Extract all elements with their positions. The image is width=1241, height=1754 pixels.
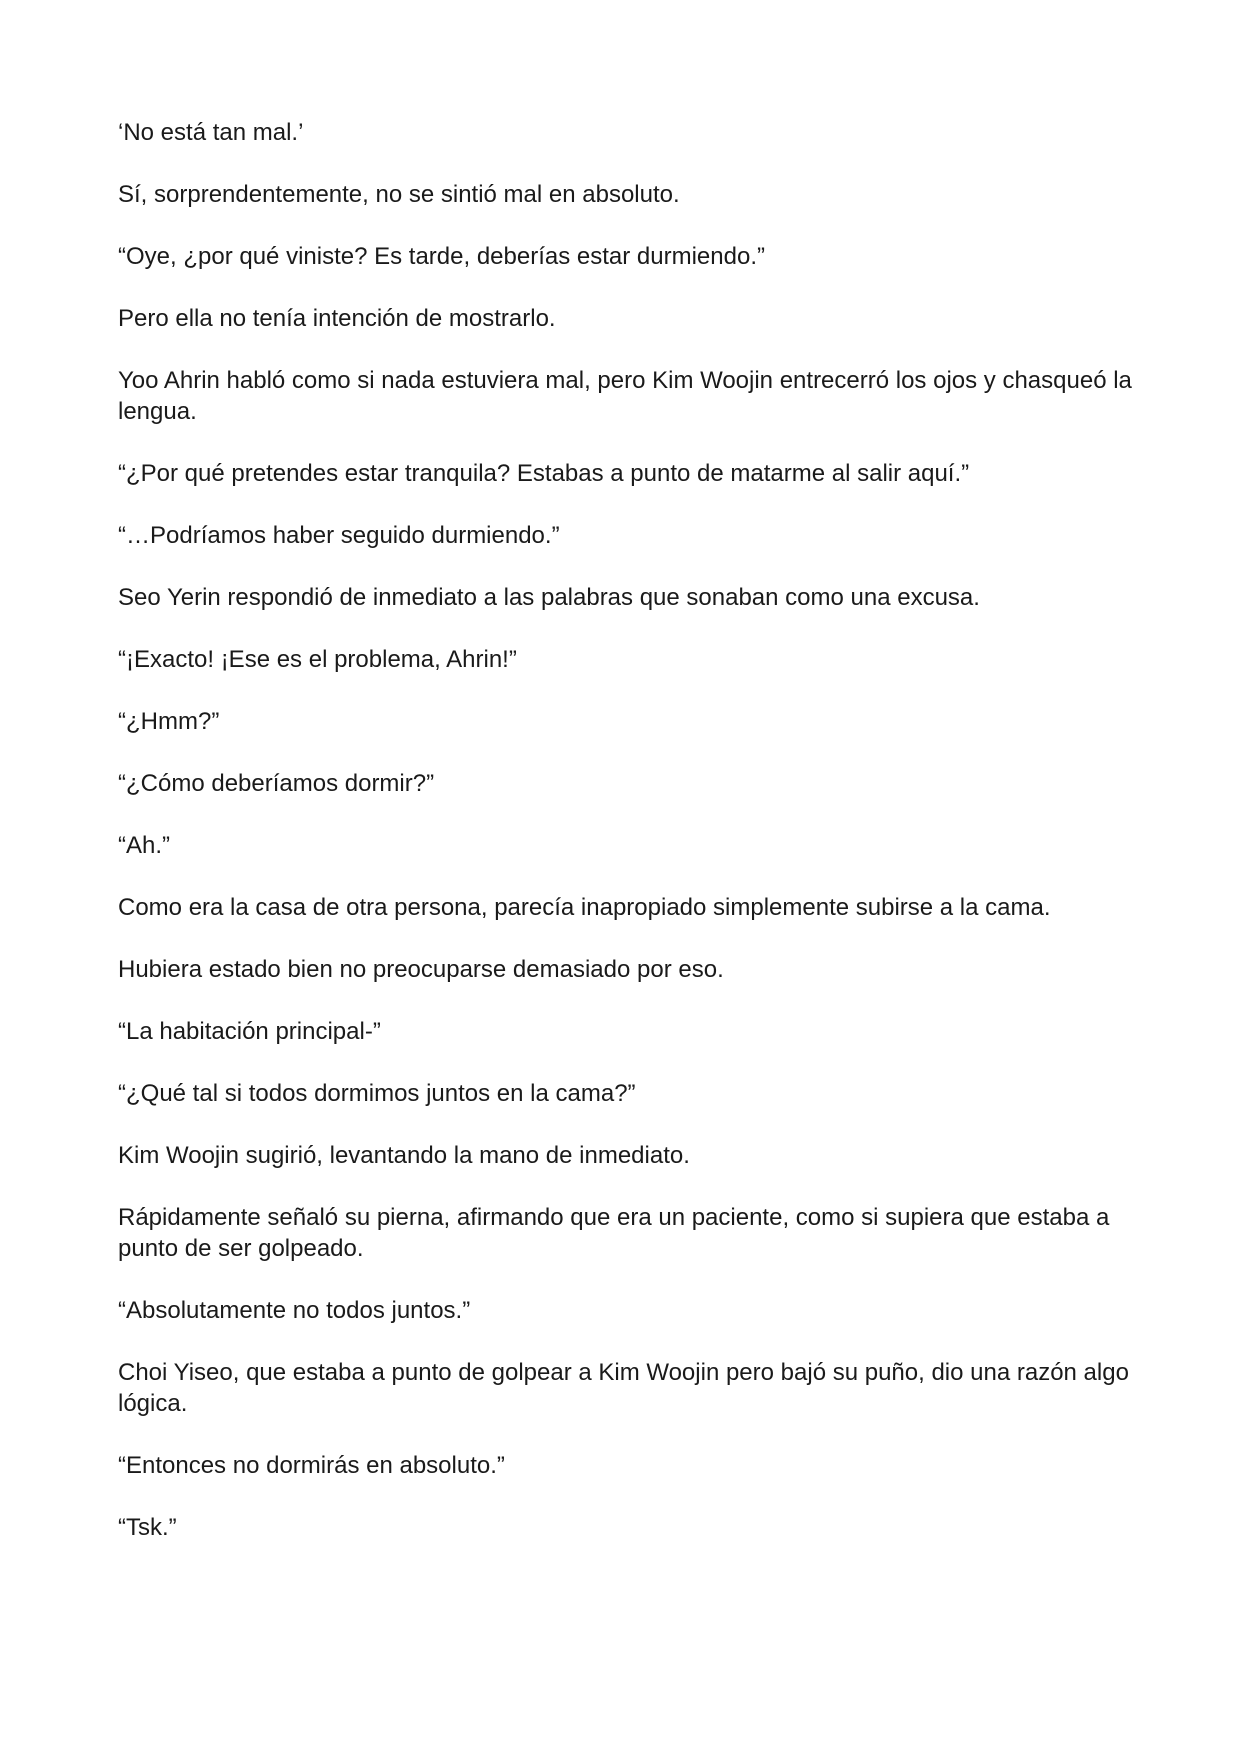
paragraph: Pero ella no tenía intención de mostrarlo.: [118, 305, 556, 332]
paragraph: “¿Por qué pretendes estar tranquila? Estabas a punto de matarme al salir aquí.”: [118, 460, 970, 487]
paragraph: Yoo Ahrin habló como si nada estuviera mal, pero Kim Woojin entrecerró los ojos y chasqueó la lengua.: [118, 367, 1132, 425]
paragraph: “Oye, ¿por qué viniste? Es tarde, deberías estar durmiendo.”: [118, 243, 765, 270]
paragraph: Rápidamente señaló su pierna, afirmando que era un paciente, como si supiera que estaba a punto de ser golpeado.: [118, 1204, 1110, 1262]
paragraph: Sí, sorprendentemente, no se sintió mal en absoluto.: [118, 181, 680, 208]
document-body: [118, 117, 1148, 1574]
paragraph: Seo Yerin respondió de inmediato a las palabras que sonaban como una excusa.: [118, 584, 980, 611]
paragraph: “¿Hmm?”: [118, 708, 220, 735]
paragraph: “Tsk.”: [118, 1514, 177, 1541]
paragraph: “¿Cómo deberíamos dormir?”: [118, 770, 435, 797]
paragraph: “Absolutamente no todos juntos.”: [118, 1297, 471, 1324]
paragraph: “¡Exacto! ¡Ese es el problema, Ahrin!”: [118, 646, 517, 673]
paragraph: Kim Woojin sugirió, levantando la mano de inmediato.: [118, 1142, 690, 1169]
paragraph: “…Podríamos haber seguido durmiendo.”: [118, 522, 560, 549]
paragraph: “¿Qué tal si todos dormimos juntos en la cama?”: [118, 1080, 636, 1107]
paragraph: Choi Yiseo, que estaba a punto de golpear a Kim Woojin pero bajó su puño, dio una razón algo lógica.: [118, 1359, 1129, 1417]
paragraph: “La habitación principal-”: [118, 1018, 381, 1045]
paragraph: ‘No está tan mal.’: [118, 119, 304, 146]
paragraph: “Entonces no dormirás en absoluto.”: [118, 1452, 505, 1479]
paragraph: Como era la casa de otra persona, parecía inapropiado simplemente subirse a la cama.: [118, 894, 1051, 921]
paragraph: “Ah.”: [118, 832, 171, 859]
paragraph: Hubiera estado bien no preocuparse demasiado por eso.: [118, 956, 724, 983]
